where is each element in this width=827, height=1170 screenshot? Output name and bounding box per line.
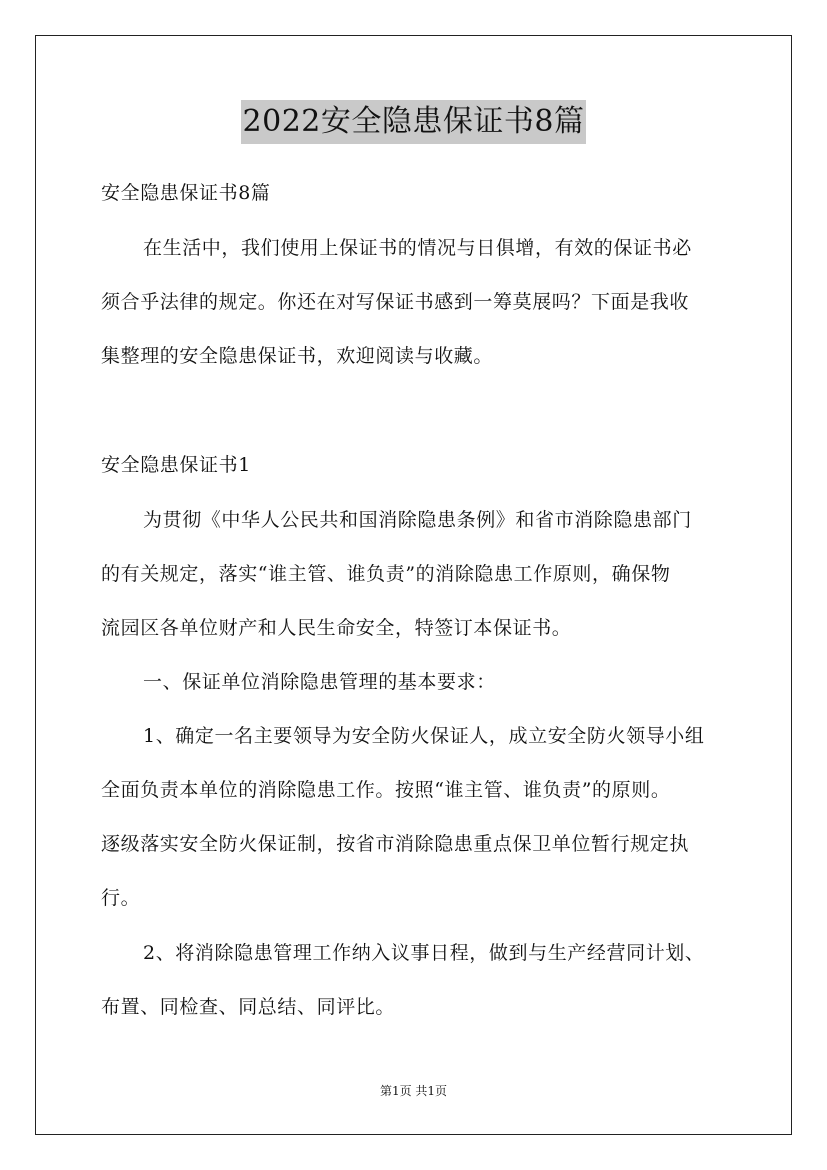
document-title: 2022安全隐患保证书8篇 bbox=[241, 100, 587, 144]
document-subtitle: 安全隐患保证书8篇 bbox=[101, 182, 271, 204]
body-line: 为贯彻《中华人公民共和国消除隐患条例》和省市消除隐患部门 bbox=[143, 509, 692, 531]
page-footer: 第1页 共1页 bbox=[379, 1084, 448, 1098]
intro-line: 集整理的安全隐患保证书，欢迎阅读与收藏。 bbox=[101, 345, 494, 367]
body-line: 流园区各单位财产和人民生命安全，特签订本保证书。 bbox=[101, 617, 572, 639]
body-line: 行。 bbox=[101, 887, 141, 909]
intro-line: 须合乎法律的规定。你还在对写保证书感到一筹莫展吗？下面是我收 bbox=[101, 291, 690, 313]
body-line: 全面负责本单位的消除隐患工作。按照“谁主管、谁负责”的原则。 bbox=[101, 779, 671, 801]
intro-line: 在生活中，我们使用上保证书的情况与日俱增，有效的保证书必 bbox=[143, 237, 692, 259]
body-line: 1、确定一名主要领导为安全防火保证人，成立安全防火领导小组 bbox=[143, 725, 705, 747]
section-heading: 安全隐患保证书1 bbox=[101, 454, 251, 476]
body-line: 2、将消除隐患管理工作纳入议事日程，做到与生产经营同计划、 bbox=[143, 942, 705, 964]
body-line: 的有关规定，落实“谁主管、谁负责”的消除隐患工作原则，确保物 bbox=[101, 563, 671, 585]
title-container bbox=[0, 100, 827, 144]
body-line: 逐级落实安全防火保证制，按省市消除隐患重点保卫单位暂行规定执 bbox=[101, 833, 690, 855]
body-line: 一、保证单位消除隐患管理的基本要求： bbox=[143, 671, 496, 693]
body-line: 布置、同检查、同总结、同评比。 bbox=[101, 996, 396, 1018]
